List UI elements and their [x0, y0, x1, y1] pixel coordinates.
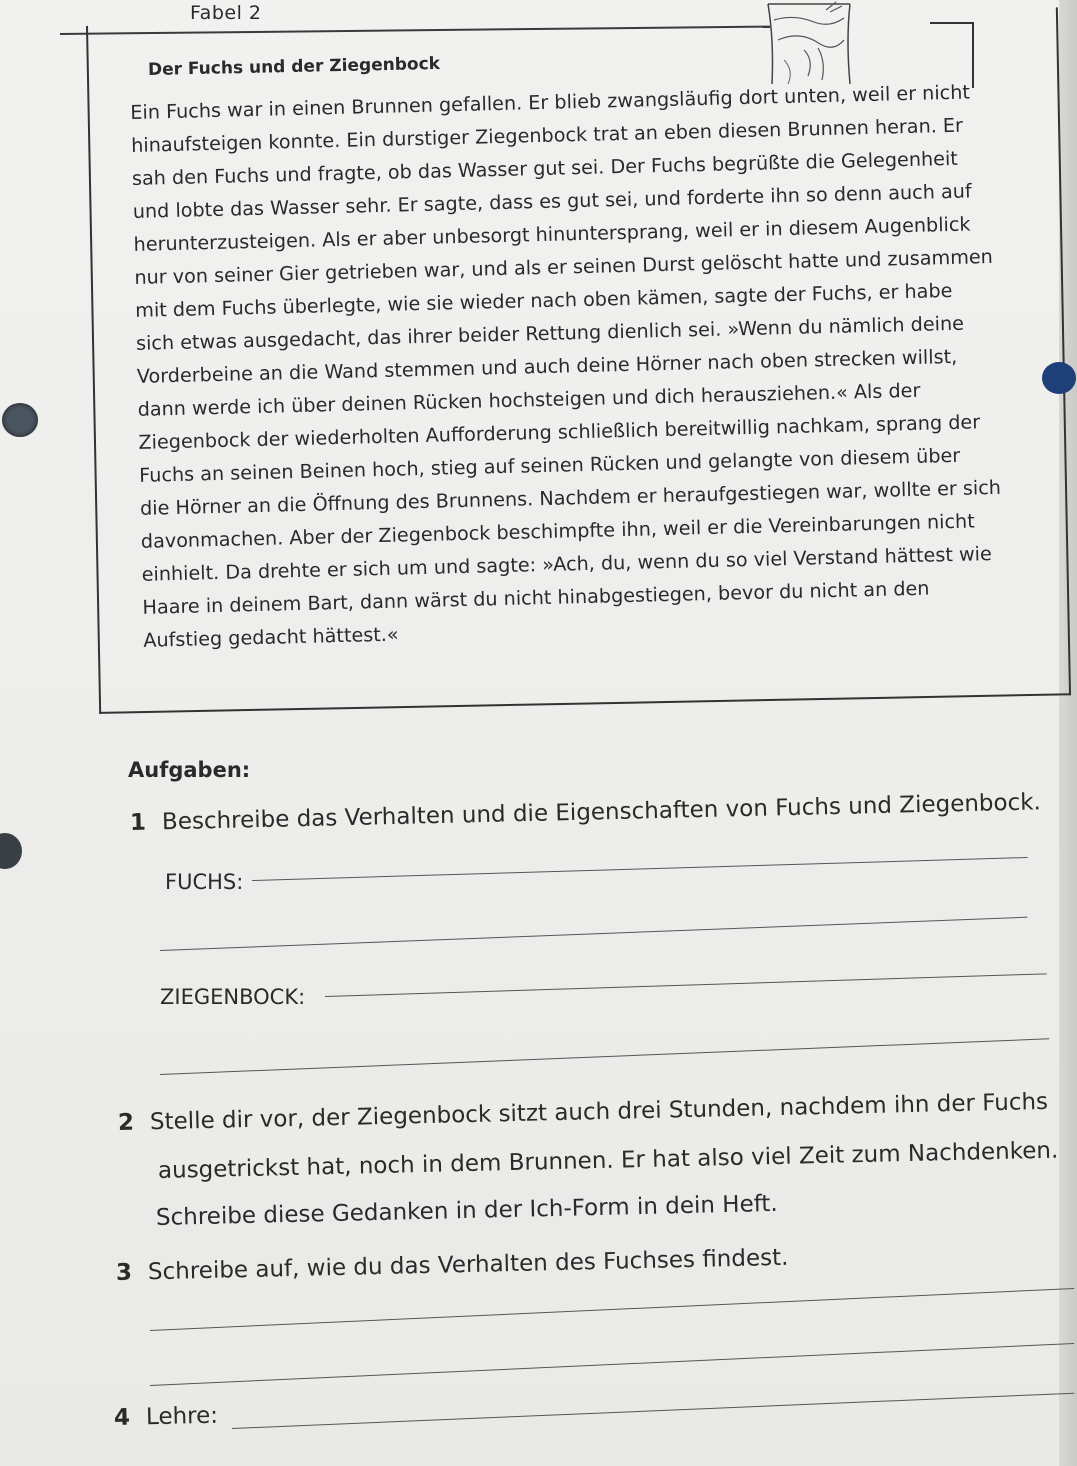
story-line: die Hörner an die Öffnung des Brunnens. Nachdem er heraufgestiegen war, wollte er sich	[139, 475, 1002, 520]
task-number: 1	[129, 809, 147, 836]
story-line: sich etwas ausgedacht, das ihrer beider Rettung dienlich sei. »Wenn du nämlich deine	[135, 311, 965, 355]
task-text: Lehre:	[145, 1402, 219, 1431]
task-number: 2	[117, 1109, 135, 1136]
task-2-line-3: Schreibe diese Gedanken in der Ich-Form in dein Heft.	[155, 1190, 779, 1231]
story-line: Aufstieg gedacht hättest.«	[143, 622, 399, 652]
task-number: 3	[115, 1259, 133, 1286]
story-line: nur von seiner Gier getrieben war, und als er seinen Durst gelöscht hatte und zusammen	[134, 244, 994, 289]
story-line: Ein Fuchs war in einen Brunnen gefallen. Er blieb zwangsläufig dort unten, weil er nicht	[130, 80, 971, 124]
story-line: sah den Fuchs und fragte, ob das Wasser gut sei. Der Fuchs begrüßte die Gelegenheit	[131, 146, 959, 190]
task-text: Beschreibe das Verhalten und die Eigenschaften von Fuchs und Ziegenbock.	[161, 789, 1042, 836]
story-line: davonmachen. Aber der Ziegenbock beschimpfte ihn, weil er die Vereinbarungen nicht	[140, 509, 975, 553]
story-line: Haare in deinem Bart, dann wärst du nicht hinabgestiegen, bevor du nicht an den	[142, 576, 930, 619]
punch-hole	[1042, 362, 1076, 394]
task-text: Stelle dir vor, der Ziegenbock sitzt auch drei Stunden, nachdem ihn der Fuchs	[149, 1088, 1049, 1136]
task-number: 4	[113, 1404, 131, 1431]
story-text	[130, 74, 1023, 656]
story-line: Vorderbeine an die Wand stemmen und auch deine Hörner nach oben strecken willst,	[136, 344, 958, 388]
task-text: Schreibe auf, wie du das Verhalten des Fuchses findest.	[147, 1244, 789, 1286]
fable-number-label: Fabel 2	[190, 2, 262, 24]
fuchs-label: FUCHS:	[165, 870, 244, 894]
story-line: einhielt. Da drehte er sich um und sagte: »Ach, du, wenn du so viel Verstand hättest wie	[141, 542, 993, 586]
story-line: herunterzusteigen. Als er aber unbesorgt hinuntersprang, weil er in diesem Augenblick	[133, 212, 971, 256]
story-title: Der Fuchs und der Ziegenbock	[147, 53, 441, 80]
ziegenbock-label: ZIEGENBOCK:	[160, 985, 306, 1009]
punch-hole	[2, 403, 38, 437]
story-line: und lobte das Wasser sehr. Er sagte, dass es gut sei, und forderte ihn so denn auch auf	[132, 179, 972, 223]
fox-goat-illustration	[764, 0, 854, 86]
tasks-heading: Aufgaben:	[128, 758, 251, 782]
story-line: hinaufsteigen konnte. Ein durstiger Ziegenbock trat an eben diesen Brunnen heran. Er	[130, 113, 964, 157]
task-2-line-2: ausgetrickst hat, noch in dem Brunnen. Er hat also viel Zeit zum Nachdenken.	[157, 1137, 1059, 1184]
story-line: dann werde ich über deinen Rücken hochsteigen und dich herausziehen.« Als der	[137, 378, 921, 421]
story-line: mit dem Fuchs überlegte, wie sie wieder nach oben kämen, sagte der Fuchs, er habe	[134, 278, 953, 322]
task-4	[114, 1403, 219, 1431]
story-frame-top	[930, 22, 974, 24]
story-line: Fuchs an seinen Beinen hoch, stieg auf seinen Rücken und gelangte von diesem über	[138, 443, 961, 487]
story-line: Ziegenbock der wiederholten Aufforderung schließlich bereitwillig nachkam, sprang der	[138, 410, 981, 454]
